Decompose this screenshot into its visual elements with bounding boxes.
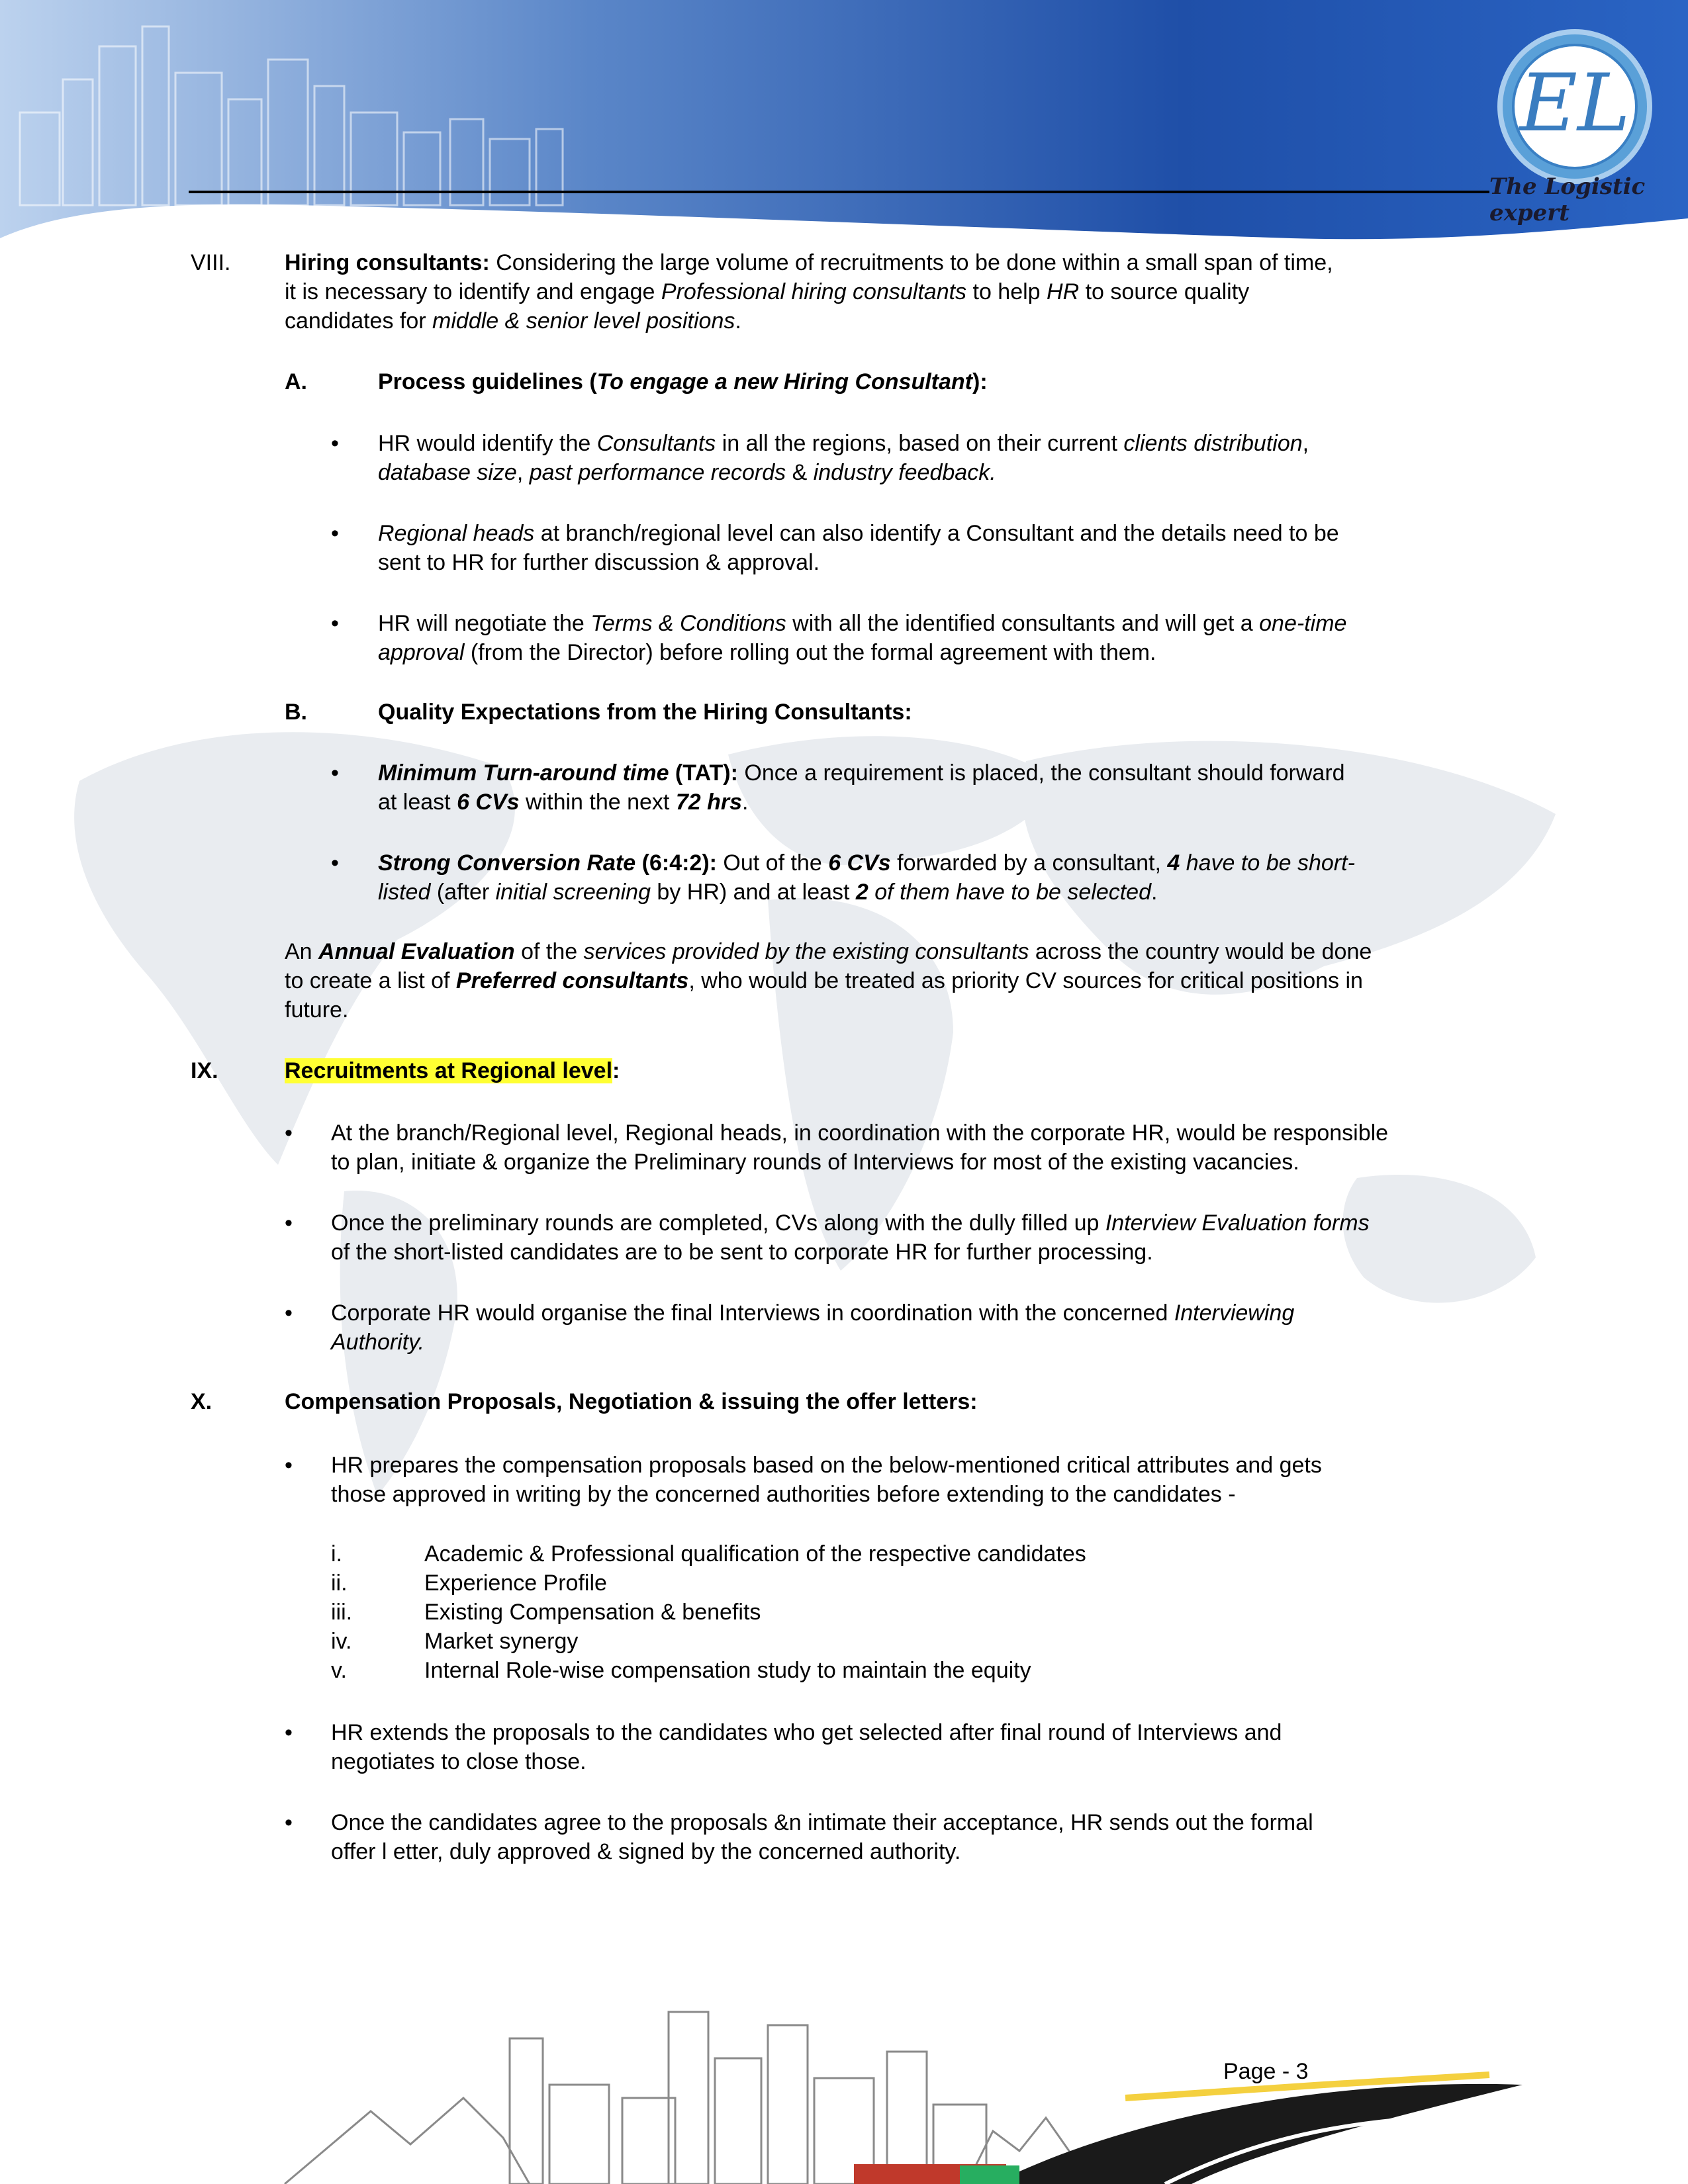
text: sent to HR for further discussion & approval. — [378, 550, 820, 575]
list-item — [331, 1539, 1523, 1569]
text: 6 CVs — [457, 790, 520, 815]
section-x-title — [285, 1387, 978, 1416]
text: to create a list of — [285, 968, 456, 993]
text: at branch/regional level can also identify a Consultant and the details need to be — [534, 521, 1339, 546]
text: HR would identify the — [378, 431, 597, 456]
text: (6:4:2): — [635, 850, 717, 876]
text: have to be short- — [1180, 850, 1355, 876]
text: B. — [285, 700, 307, 725]
text: (TAT): — [669, 760, 738, 786]
text: middle & senior level positions — [432, 308, 735, 334]
text: Corporate HR would organise the final Interviews in coordination with the concerned — [331, 1300, 1174, 1326]
text: iv. — [331, 1629, 352, 1654]
text: 4 — [1167, 850, 1180, 876]
bullet-icon: • — [285, 1810, 293, 1835]
text: Once the candidates agree to the proposals &n intimate their acceptance, HR sends out the formal — [331, 1810, 1313, 1835]
text: Process guidelines ( — [378, 369, 597, 394]
subsection-a-title — [378, 367, 988, 396]
text: industry feedback. — [813, 460, 996, 485]
text: Existing Compensation & benefits — [424, 1600, 761, 1625]
text: Annual Evaluation — [318, 939, 515, 964]
subsection-b-letter — [285, 698, 307, 727]
text: with all the identified consultants and will get a — [786, 611, 1260, 636]
text: to source quality — [1079, 279, 1250, 304]
text: of them have to be selected — [868, 880, 1151, 905]
text: in all the regions, based on their current — [716, 431, 1124, 456]
text: initial screening — [495, 880, 651, 905]
section-ix-title — [285, 1056, 620, 1085]
attributes-list — [331, 1539, 1523, 1685]
text: across the country would be done — [1029, 939, 1372, 964]
text: database size — [378, 460, 517, 485]
list-item — [331, 1598, 1523, 1627]
text: iii. — [331, 1600, 353, 1625]
list-item — [331, 1656, 1523, 1685]
text: Considering the large volume of recruitments to be done within a small span of time, — [489, 250, 1333, 275]
text: (from the Director) before rolling out the formal agreement with them. — [464, 640, 1156, 665]
text: clients distribution — [1123, 431, 1303, 456]
section-ix-numeral — [191, 1056, 218, 1085]
text: IX. — [191, 1058, 218, 1083]
subsection-a-letter — [285, 367, 307, 396]
text: , who would be treated as priority CV sources for critical positions in — [688, 968, 1363, 993]
list-item — [331, 1208, 1523, 1267]
text: v. — [331, 1658, 347, 1683]
text: of the — [514, 939, 584, 964]
section-viii-title: Hiring consultants: — [285, 250, 490, 275]
text: past performance records — [529, 460, 786, 485]
bullet-icon: • — [331, 521, 339, 546]
text: HR will negotiate the — [378, 611, 591, 636]
bullet-icon: • — [331, 760, 339, 786]
text: HR extends the proposals to the candidates who get selected after final round of Interviews and — [331, 1720, 1282, 1745]
text: To engage a new Hiring Consultant — [596, 369, 972, 394]
text: Regional heads — [378, 521, 535, 546]
list-item — [331, 1569, 1523, 1598]
text: ii. — [331, 1570, 348, 1596]
list-item — [378, 429, 1536, 487]
text: At the branch/Regional level, Regional heads, in coordination with the corporate HR, would be responsible — [331, 1120, 1389, 1146]
logo-tagline: The Logistic expert — [1489, 173, 1646, 226]
text: An — [285, 939, 319, 964]
text: Consultants — [596, 431, 716, 456]
subsection-b-title — [378, 698, 912, 727]
text: A. — [285, 369, 307, 394]
text: HR prepares the compensation proposals based on the below-mentioned critical attributes and gets — [331, 1453, 1322, 1478]
text: of the short-listed candidates are to be sent to corporate HR for further processing. — [331, 1240, 1153, 1265]
section-x-numeral — [191, 1387, 212, 1416]
text: Once the preliminary rounds are completed, CVs along with the dully filled up — [331, 1210, 1105, 1236]
list-item — [378, 519, 1536, 577]
text: forwarded by a consultant, — [890, 850, 1168, 876]
text: X. — [191, 1389, 212, 1414]
footer-skyline-graphic — [0, 1985, 1688, 2184]
text: Strong Conversion Rate — [378, 850, 636, 876]
footer-banner — [0, 1985, 1688, 2184]
list-item — [331, 1808, 1523, 1866]
bullet-icon: • — [285, 1120, 293, 1146]
list-item — [331, 1451, 1523, 1509]
text: at least — [378, 790, 457, 815]
text: . — [742, 790, 749, 815]
bullet-icon: • — [331, 431, 339, 456]
text: & — [786, 460, 814, 485]
text: Terms & Conditions — [590, 611, 786, 636]
text: Professional hiring consultants — [661, 279, 967, 304]
annual-evaluation-paragraph — [285, 937, 1499, 1024]
text: HR — [1047, 279, 1080, 304]
text: 72 hrs — [675, 790, 743, 815]
bullet-icon: • — [285, 1210, 293, 1236]
text: negotiates to close those. — [331, 1749, 586, 1774]
text: Compensation Proposals, Negotiation & issuing the offer letters: — [285, 1389, 978, 1414]
text: . — [735, 308, 741, 334]
text: i. — [331, 1541, 342, 1567]
text: Interviewing — [1174, 1300, 1295, 1326]
text: Preferred consultants — [455, 968, 689, 993]
text: Once a requirement is placed, the consultant should forward — [737, 760, 1345, 786]
text: listed — [378, 880, 431, 905]
text: ): — [972, 369, 988, 394]
section-viii-numeral: VIII. — [191, 250, 231, 275]
bullet-icon: • — [331, 850, 339, 876]
logo-letters: EL — [1519, 58, 1630, 150]
text: to help — [966, 279, 1047, 304]
text: it is necessary to identify and engage — [285, 279, 661, 304]
text: within the next — [519, 790, 676, 815]
text: . — [1151, 880, 1158, 905]
text: Out of the — [716, 850, 829, 876]
text: : — [612, 1058, 620, 1083]
text: one-time — [1259, 611, 1347, 636]
text: Quality Expectations from the Hiring Consultants: — [378, 700, 912, 725]
text: Interview Evaluation forms — [1105, 1210, 1370, 1236]
text: Authority. — [331, 1330, 425, 1355]
text: 2 — [855, 880, 868, 905]
list-item — [378, 609, 1536, 667]
text: offer l etter, duly approved & signed by the concerned authority. — [331, 1839, 961, 1864]
text: Minimum Turn-around time — [378, 760, 669, 786]
page-number: Page - 3 — [1223, 2059, 1309, 2084]
text: by HR) and at least — [650, 880, 856, 905]
bullet-icon: • — [285, 1720, 293, 1745]
list-item — [331, 1718, 1523, 1776]
bullet-icon: • — [331, 611, 339, 636]
text: approval — [378, 640, 465, 665]
text: , — [1302, 431, 1309, 456]
text: Experience Profile — [424, 1570, 607, 1596]
bullet-icon: • — [285, 1300, 293, 1326]
text: future. — [285, 997, 349, 1023]
text: Internal Role-wise compensation study to maintain the equity — [424, 1658, 1031, 1683]
text: (after — [430, 880, 496, 905]
text: services provided by the existing consultants — [583, 939, 1029, 964]
list-item — [378, 848, 1536, 907]
text: those approved in writing by the concerned authorities before extending to the candidates - — [331, 1482, 1236, 1507]
list-item — [331, 1118, 1523, 1177]
text: to plan, initiate & organize the Preliminary rounds of Interviews for most of the existing vacancies. — [331, 1150, 1299, 1175]
highlighted-heading: Recruitments at Regional level — [285, 1058, 613, 1083]
text: Academic & Professional qualification of the respective candidates — [424, 1541, 1086, 1567]
bullet-icon: • — [285, 1453, 293, 1478]
text: 6 CVs — [828, 850, 891, 876]
section-viii-intro — [285, 248, 1516, 336]
text: , — [516, 460, 530, 485]
text: candidates for — [285, 308, 433, 334]
list-item — [331, 1627, 1523, 1656]
list-item — [331, 1298, 1523, 1357]
text: Market synergy — [424, 1629, 579, 1654]
list-item — [378, 758, 1536, 817]
